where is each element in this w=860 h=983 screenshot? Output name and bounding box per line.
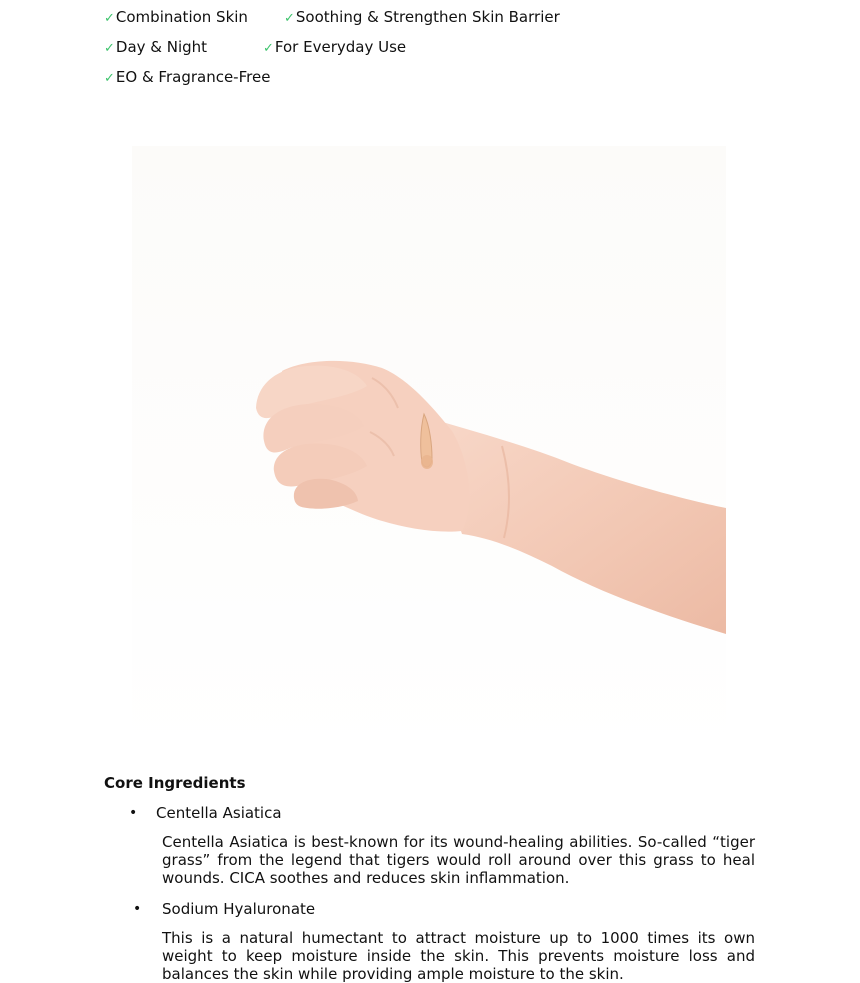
feature-item	[104, 37, 207, 59]
feature-label: EO & Fragrance-Free	[115, 68, 271, 86]
feature-item	[263, 37, 406, 59]
feature-item	[284, 7, 560, 29]
ingredient-description: Centella Asiatica is best-known for its wound-healing abilities. So-called “tiger grass” from the legend that tigers would roll around over this grass to heal wounds. CICA soothes and reduces skin inflammation.	[162, 833, 755, 887]
product-photo	[132, 146, 726, 760]
feature-item	[104, 7, 248, 29]
check-icon: ✓	[104, 11, 115, 26]
feature-label: Soothing & Strengthen Skin Barrier	[295, 8, 560, 26]
feature-item	[104, 67, 270, 89]
check-icon: ✓	[263, 41, 274, 56]
ingredient-description: This is a natural humectant to attract moisture up to 1000 times its own weight to keep moisture inside the skin. This prevents moisture loss and balances the skin while providing ample moisture to the skin.	[162, 929, 755, 983]
ingredient-name: Centella Asiatica	[156, 804, 282, 822]
hand-with-serum-drop-image	[132, 146, 726, 760]
feature-label: Day & Night	[115, 38, 208, 56]
ingredient-name: Sodium Hyaluronate	[162, 900, 316, 918]
section-heading: Core Ingredients	[104, 774, 246, 792]
bullet-icon: •	[129, 805, 138, 821]
bullet-icon: •	[133, 901, 142, 917]
check-icon: ✓	[104, 71, 115, 86]
feature-label: For Everyday Use	[274, 38, 407, 56]
feature-label: Combination Skin	[115, 8, 248, 26]
check-icon: ✓	[104, 41, 115, 56]
check-icon: ✓	[284, 11, 295, 26]
